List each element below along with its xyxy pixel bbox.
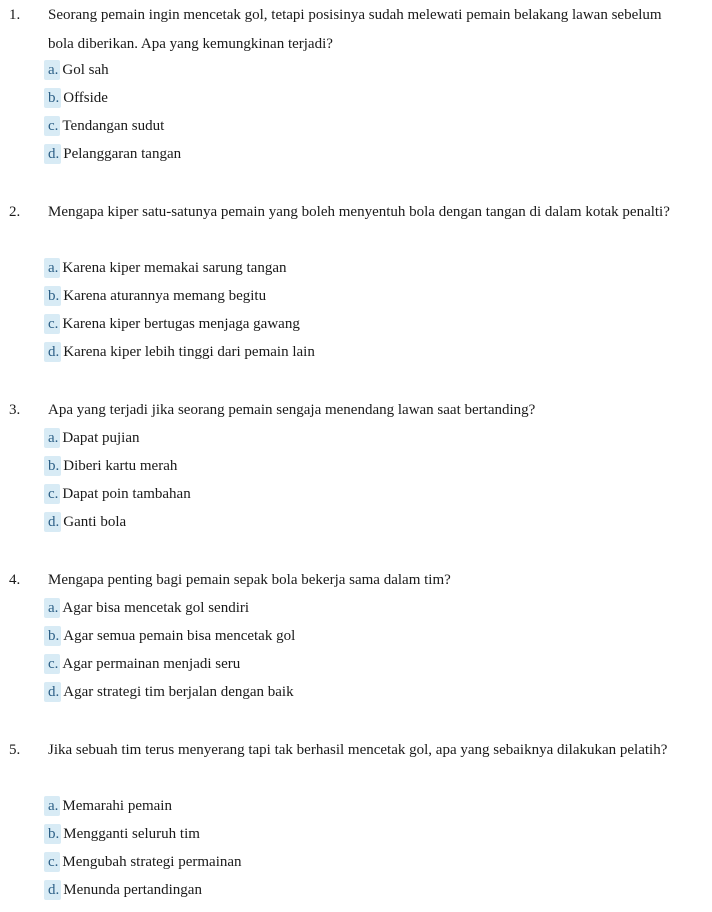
- option-text: Menunda pertandingan: [63, 882, 202, 898]
- option-text: Agar semua pemain bisa mencetak gol: [63, 628, 296, 644]
- option-2c[interactable]: [44, 313, 300, 335]
- option-text: Karena aturannya memang begitu: [63, 288, 267, 304]
- option-text: Ganti bola: [63, 514, 127, 530]
- question-text: Apa yang terjadi jika seorang pemain sengaja menendang lawan saat bertanding?: [48, 402, 536, 418]
- option-text: Diberi kartu merah: [63, 458, 178, 474]
- option-2d[interactable]: [44, 341, 315, 363]
- option-text: Gol sah: [62, 62, 109, 78]
- question-text: Jika sebuah tim terus menyerang tapi tak berhasil mencetak gol, apa yang sebaiknya dilakukan pelatih?: [48, 742, 668, 758]
- question-number: 4.: [9, 572, 21, 588]
- option-text: Karena kiper lebih tinggi dari pemain lain: [63, 344, 315, 360]
- option-1a[interactable]: [44, 59, 109, 81]
- option-3b[interactable]: [44, 455, 177, 477]
- option-letter: b.: [44, 88, 61, 108]
- option-text: Tendangan sudut: [62, 118, 165, 134]
- option-letter: d.: [44, 512, 61, 532]
- option-text: Memarahi pemain: [62, 798, 172, 814]
- option-4c[interactable]: [44, 653, 240, 675]
- question-text: Mengapa kiper satu-satunya pemain yang boleh menyentuh bola dengan tangan di dalam kotak penalti?: [48, 204, 670, 220]
- option-5a[interactable]: [44, 795, 172, 817]
- option-4b[interactable]: [44, 625, 295, 647]
- option-5c[interactable]: [44, 851, 242, 873]
- option-3d[interactable]: [44, 511, 126, 533]
- option-2b[interactable]: [44, 285, 266, 307]
- option-3c[interactable]: [44, 483, 191, 505]
- option-letter: c.: [44, 314, 60, 334]
- option-letter: c.: [44, 484, 60, 504]
- option-text: Pelanggaran tangan: [63, 146, 182, 162]
- option-letter: c.: [44, 654, 60, 674]
- question-number: 3.: [9, 402, 21, 418]
- question-number: 1.: [9, 7, 21, 23]
- option-letter: b.: [44, 456, 61, 476]
- option-1c[interactable]: [44, 115, 164, 137]
- option-4d[interactable]: [44, 681, 294, 703]
- option-text: Agar bisa mencetak gol sendiri: [62, 600, 250, 616]
- option-letter: c.: [44, 852, 60, 872]
- question-text: Seorang pemain ingin mencetak gol, tetapi posisinya sudah melewati pemain belakang lawan sebelum bola diberikan. Apa yang kemungkinan terjadi?: [48, 7, 662, 52]
- option-letter: d.: [44, 880, 61, 900]
- option-letter: d.: [44, 342, 61, 362]
- option-letter: d.: [44, 144, 61, 164]
- option-letter: a.: [44, 796, 60, 816]
- option-letter: b.: [44, 626, 61, 646]
- option-text: Dapat pujian: [62, 430, 140, 446]
- option-text: Mengubah strategi permainan: [62, 854, 242, 870]
- option-text: Dapat poin tambahan: [62, 486, 191, 502]
- question-number: 5.: [9, 742, 21, 758]
- option-letter: a.: [44, 428, 60, 448]
- option-text: Agar strategi tim berjalan dengan baik: [63, 684, 294, 700]
- option-letter: b.: [44, 824, 61, 844]
- option-letter: a.: [44, 60, 60, 80]
- option-1d[interactable]: [44, 143, 181, 165]
- option-letter: a.: [44, 258, 60, 278]
- option-letter: d.: [44, 682, 61, 702]
- option-letter: b.: [44, 286, 61, 306]
- option-letter: a.: [44, 598, 60, 618]
- option-text: Offside: [63, 90, 108, 106]
- option-1b[interactable]: [44, 87, 108, 109]
- option-5b[interactable]: [44, 823, 200, 845]
- option-5d[interactable]: [44, 879, 202, 901]
- question-text: Mengapa penting bagi pemain sepak bola bekerja sama dalam tim?: [48, 572, 451, 588]
- option-3a[interactable]: [44, 427, 139, 449]
- option-text: Karena kiper memakai sarung tangan: [62, 260, 287, 276]
- option-2a[interactable]: [44, 257, 287, 279]
- option-4a[interactable]: [44, 597, 249, 619]
- option-text: Mengganti seluruh tim: [63, 826, 200, 842]
- option-text: Karena kiper bertugas menjaga gawang: [62, 316, 300, 332]
- question-number: 2.: [9, 204, 21, 220]
- option-text: Agar permainan menjadi seru: [62, 656, 241, 672]
- option-letter: c.: [44, 116, 60, 136]
